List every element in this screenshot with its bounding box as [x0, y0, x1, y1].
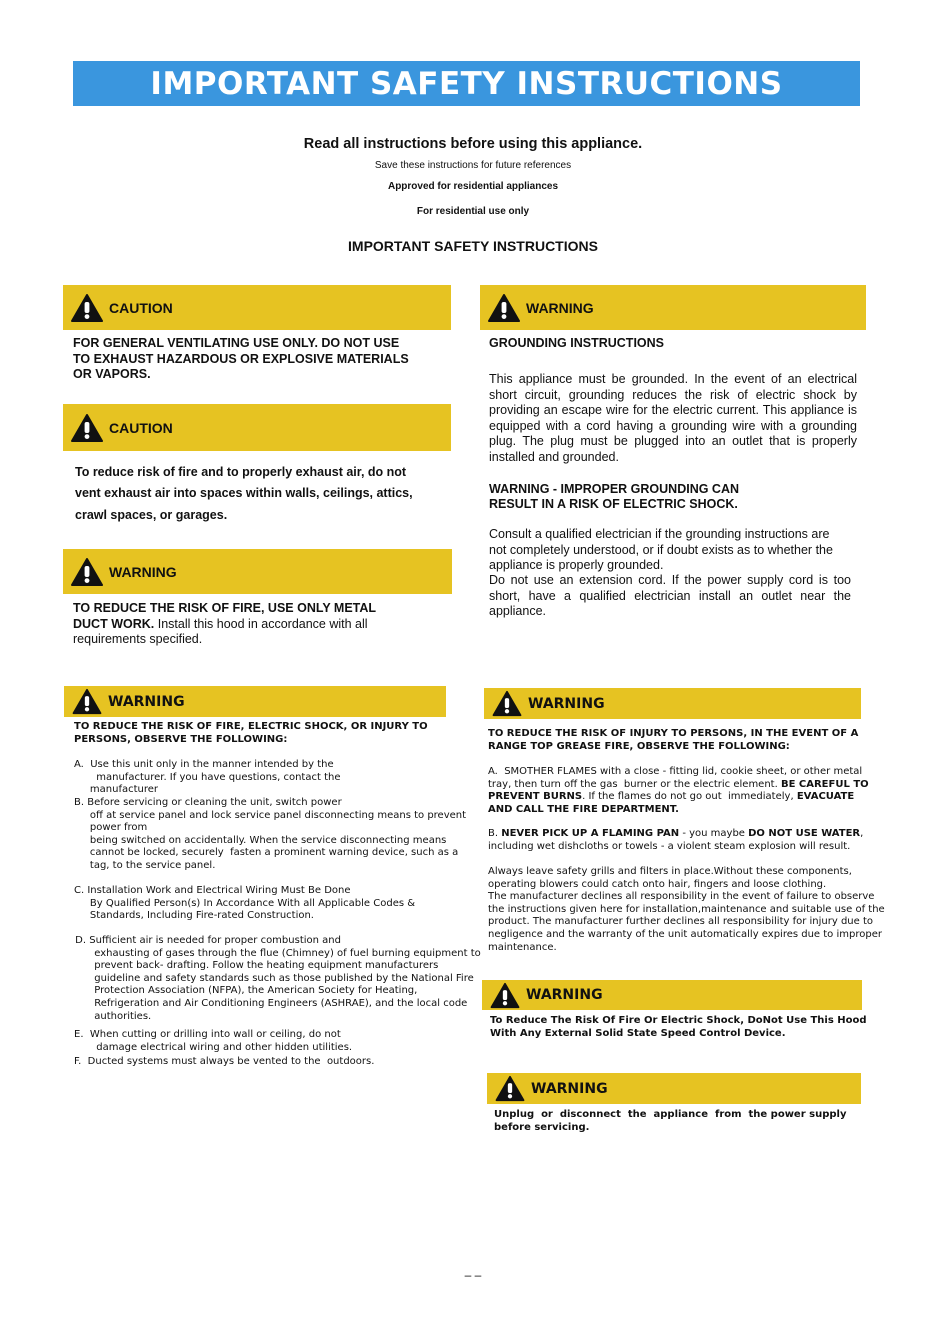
list-item-b: B. Before servicing or cleaning the unit, switch power off at service panel and lock service panel disconnecting means to prevent power from being switched on accidentally. When the service disconnecting means cannot be locked, securely fasten a prominent warning device, such as a tag, to the service panel.: [74, 797, 467, 871]
caution-2-line-3: crawl spaces, or garages.: [75, 508, 228, 522]
caution-label: CAUTION: [109, 299, 173, 316]
warning-label: WARNING: [109, 563, 177, 580]
never-pick-up-bold: NEVER PICK UP A FLAMING PAN: [501, 828, 680, 839]
caution-bar-1: [63, 285, 451, 330]
speed-control-warning: To Reduce The Risk Of Fire Or Electric Shock, DoNot Use This Hood With Any External Solid State Speed Control Device.: [490, 1015, 867, 1039]
extension-cord-paragraph: Do not use an extension cord. If the power supply cord is too short, have a qualified electrician install an outlet near the appliance.: [489, 573, 851, 618]
warning-left-2-heading: TO REDUCE THE RISK OF FIRE, ELECTRIC SHOCK, OR INJURY TO PERSONS, OBSERVE THE FOLLOWING:: [74, 721, 428, 745]
warning-bar-right-1: [480, 285, 866, 330]
warning-label: WARNING: [528, 695, 605, 712]
smother-text-1: A. SMOTHER FLAMES with a close - fitting lid, cookie sheet, or other metal tray, then turn off the gas burner or the electric element.: [488, 766, 863, 790]
intro-approved: Approved for residential appliances: [387, 181, 559, 192]
warning-left-1-bold: TO REDUCE THE RISK OF FIRE, USE ONLY METAL DUCT WORK.: [73, 601, 377, 631]
item-b-text-2: , including wet dishcloths or towels - a violent steam explosion will result.: [488, 828, 864, 852]
electric-shock-risk: RESULT IN A RISK OF ELECTRIC SHOCK.: [489, 497, 738, 511]
careful-burns-bold: BE CAREFUL TO PREVENT BURNS: [488, 778, 869, 803]
always-leave-paragraph: Always leave safety grills and filters in place.Without these components, operating blowers could catch onto hair, fingers and loose clothing. The manufacturer declines all responsibility in the event of failure to observe the instructions given here for installation,maintenance and suitable use of the product. The manufacturer further declines all responsibility for injury due to negligence and the warranty of the unit automatically expires due to improper maintenance.: [488, 866, 885, 953]
warning-triangle-icon: [72, 688, 102, 715]
warning-bar-left-1: [63, 549, 452, 594]
warning-bar-right-4: [487, 1073, 861, 1104]
caution-bar-2: [63, 404, 451, 451]
list-item-f: F. Ducted systems must always be vented to the outdoors.: [74, 1056, 375, 1067]
list-item-a: A. Use this unit only in the manner intended by the manufacturer. If you have questions, contact the manufacturer: [74, 759, 341, 796]
list-item-d: D. Sufficient air is needed for proper combustion and exhausting of gases through the flue (Chimney) of fuel burning equipment to prevent back- drafting. Follow the heating equipment manufacturers guideline and safety standards such as those published by the National Fire Protection Association (NFPA), the American Society for Heating, Refrigeration and Air Conditioning Engineers (ASHRAE), and the local code authorities.: [75, 935, 481, 1022]
list-item-e: E. When cutting or drilling into wall or ceiling, do not damage electrical wiring and other hidden utilities.: [74, 1029, 353, 1053]
warning-triangle-icon: [492, 690, 522, 717]
grounding-heading: GROUNDING INSTRUCTIONS: [489, 336, 664, 350]
caution-1-text: FOR GENERAL VENTILATING USE ONLY. DO NOT USE TO EXHAUST HAZARDOUS OR EXPLOSIVE MATERIALS OR VAPORS.: [73, 336, 409, 381]
evacuate-bold: EVACUATE AND CALL THE FIRE DEPARTMENT.: [488, 791, 855, 815]
warning-triangle-icon: [71, 293, 103, 323]
warning-bar-left-2: [64, 686, 446, 717]
never-pick-up-item: [488, 828, 864, 853]
consult-electrician-paragraph: Consult a qualified electrician if the grounding instructions are not completely understood, or if doubt exists as to whether the appliance is properly grounded.: [489, 527, 833, 572]
improper-grounding-warning: WARNING - IMPROPER GROUNDING CAN: [489, 482, 739, 496]
intro-save: Save these instructions for future references: [374, 160, 572, 171]
caution-label: CAUTION: [109, 419, 173, 436]
warning-triangle-icon: [488, 293, 520, 323]
page-title-banner: [73, 61, 860, 106]
warning-bar-right-2: [484, 688, 861, 719]
item-b-text-1: - you maybe: [679, 828, 749, 839]
no-water-bold: DO NOT USE WATER: [748, 828, 861, 839]
smother-flames-item: [488, 766, 869, 816]
warning-left-1-rest: Install this hood in accordance with all requirements specified.: [73, 616, 368, 646]
smother-text-2: . If the flames do not go out immediately,: [582, 791, 797, 803]
section-subtitle: IMPORTANT SAFETY INSTRUCTIONS: [348, 238, 598, 254]
warning-triangle-icon: [71, 413, 103, 443]
warning-label: WARNING: [526, 987, 603, 1003]
warning-triangle-icon: [71, 557, 103, 587]
list-item-c: C. Installation Work and Electrical Wiring Must Be Done By Qualified Person(s) In Accordance With all Applicable Codes & Standards, Including Fire-rated Construction.: [74, 885, 416, 922]
item-b-prefix: B.: [488, 828, 502, 839]
caution-2-line-1: To reduce risk of fire and to properly exhaust air, do not: [75, 465, 407, 479]
warning-label: WARNING: [526, 299, 594, 316]
warning-label: WARNING: [108, 693, 185, 710]
warning-triangle-icon: [495, 1075, 525, 1102]
unplug-warning: Unplug or disconnect the appliance from the power supply before servicing.: [494, 1109, 847, 1133]
grounding-paragraph: This appliance must be grounded. In the event of an electrical short circuit, grounding reduces the risk of electric shock by providing an escape wire for the electric current. This appliance is equipped with a cord having a grounding wire with a grounding plug. The plug must be plugged into an outlet that is properly installed and grounded.: [489, 372, 857, 464]
intro-read-all: Read all instructions before using this appliance.: [303, 136, 643, 152]
caution-2-line-2: vent exhaust air into spaces within walls, ceilings, attics,: [75, 486, 413, 500]
warning-left-1-text: [73, 601, 453, 648]
warning-bar-right-3: [482, 980, 864, 1010]
page-number-marks: – –: [464, 1268, 482, 1282]
warning-label: WARNING: [531, 1080, 608, 1097]
warning-triangle-icon: [490, 982, 520, 1009]
intro-residential: For residential use only: [416, 206, 530, 217]
grease-fire-heading: TO REDUCE THE RISK OF INJURY TO PERSONS, IN THE EVENT OF A RANGE TOP GREASE FIRE, OBSERVE THE FOLLOWING:: [488, 728, 859, 752]
page-title: IMPORTANT SAFETY INSTRUCTIONS: [150, 65, 783, 102]
